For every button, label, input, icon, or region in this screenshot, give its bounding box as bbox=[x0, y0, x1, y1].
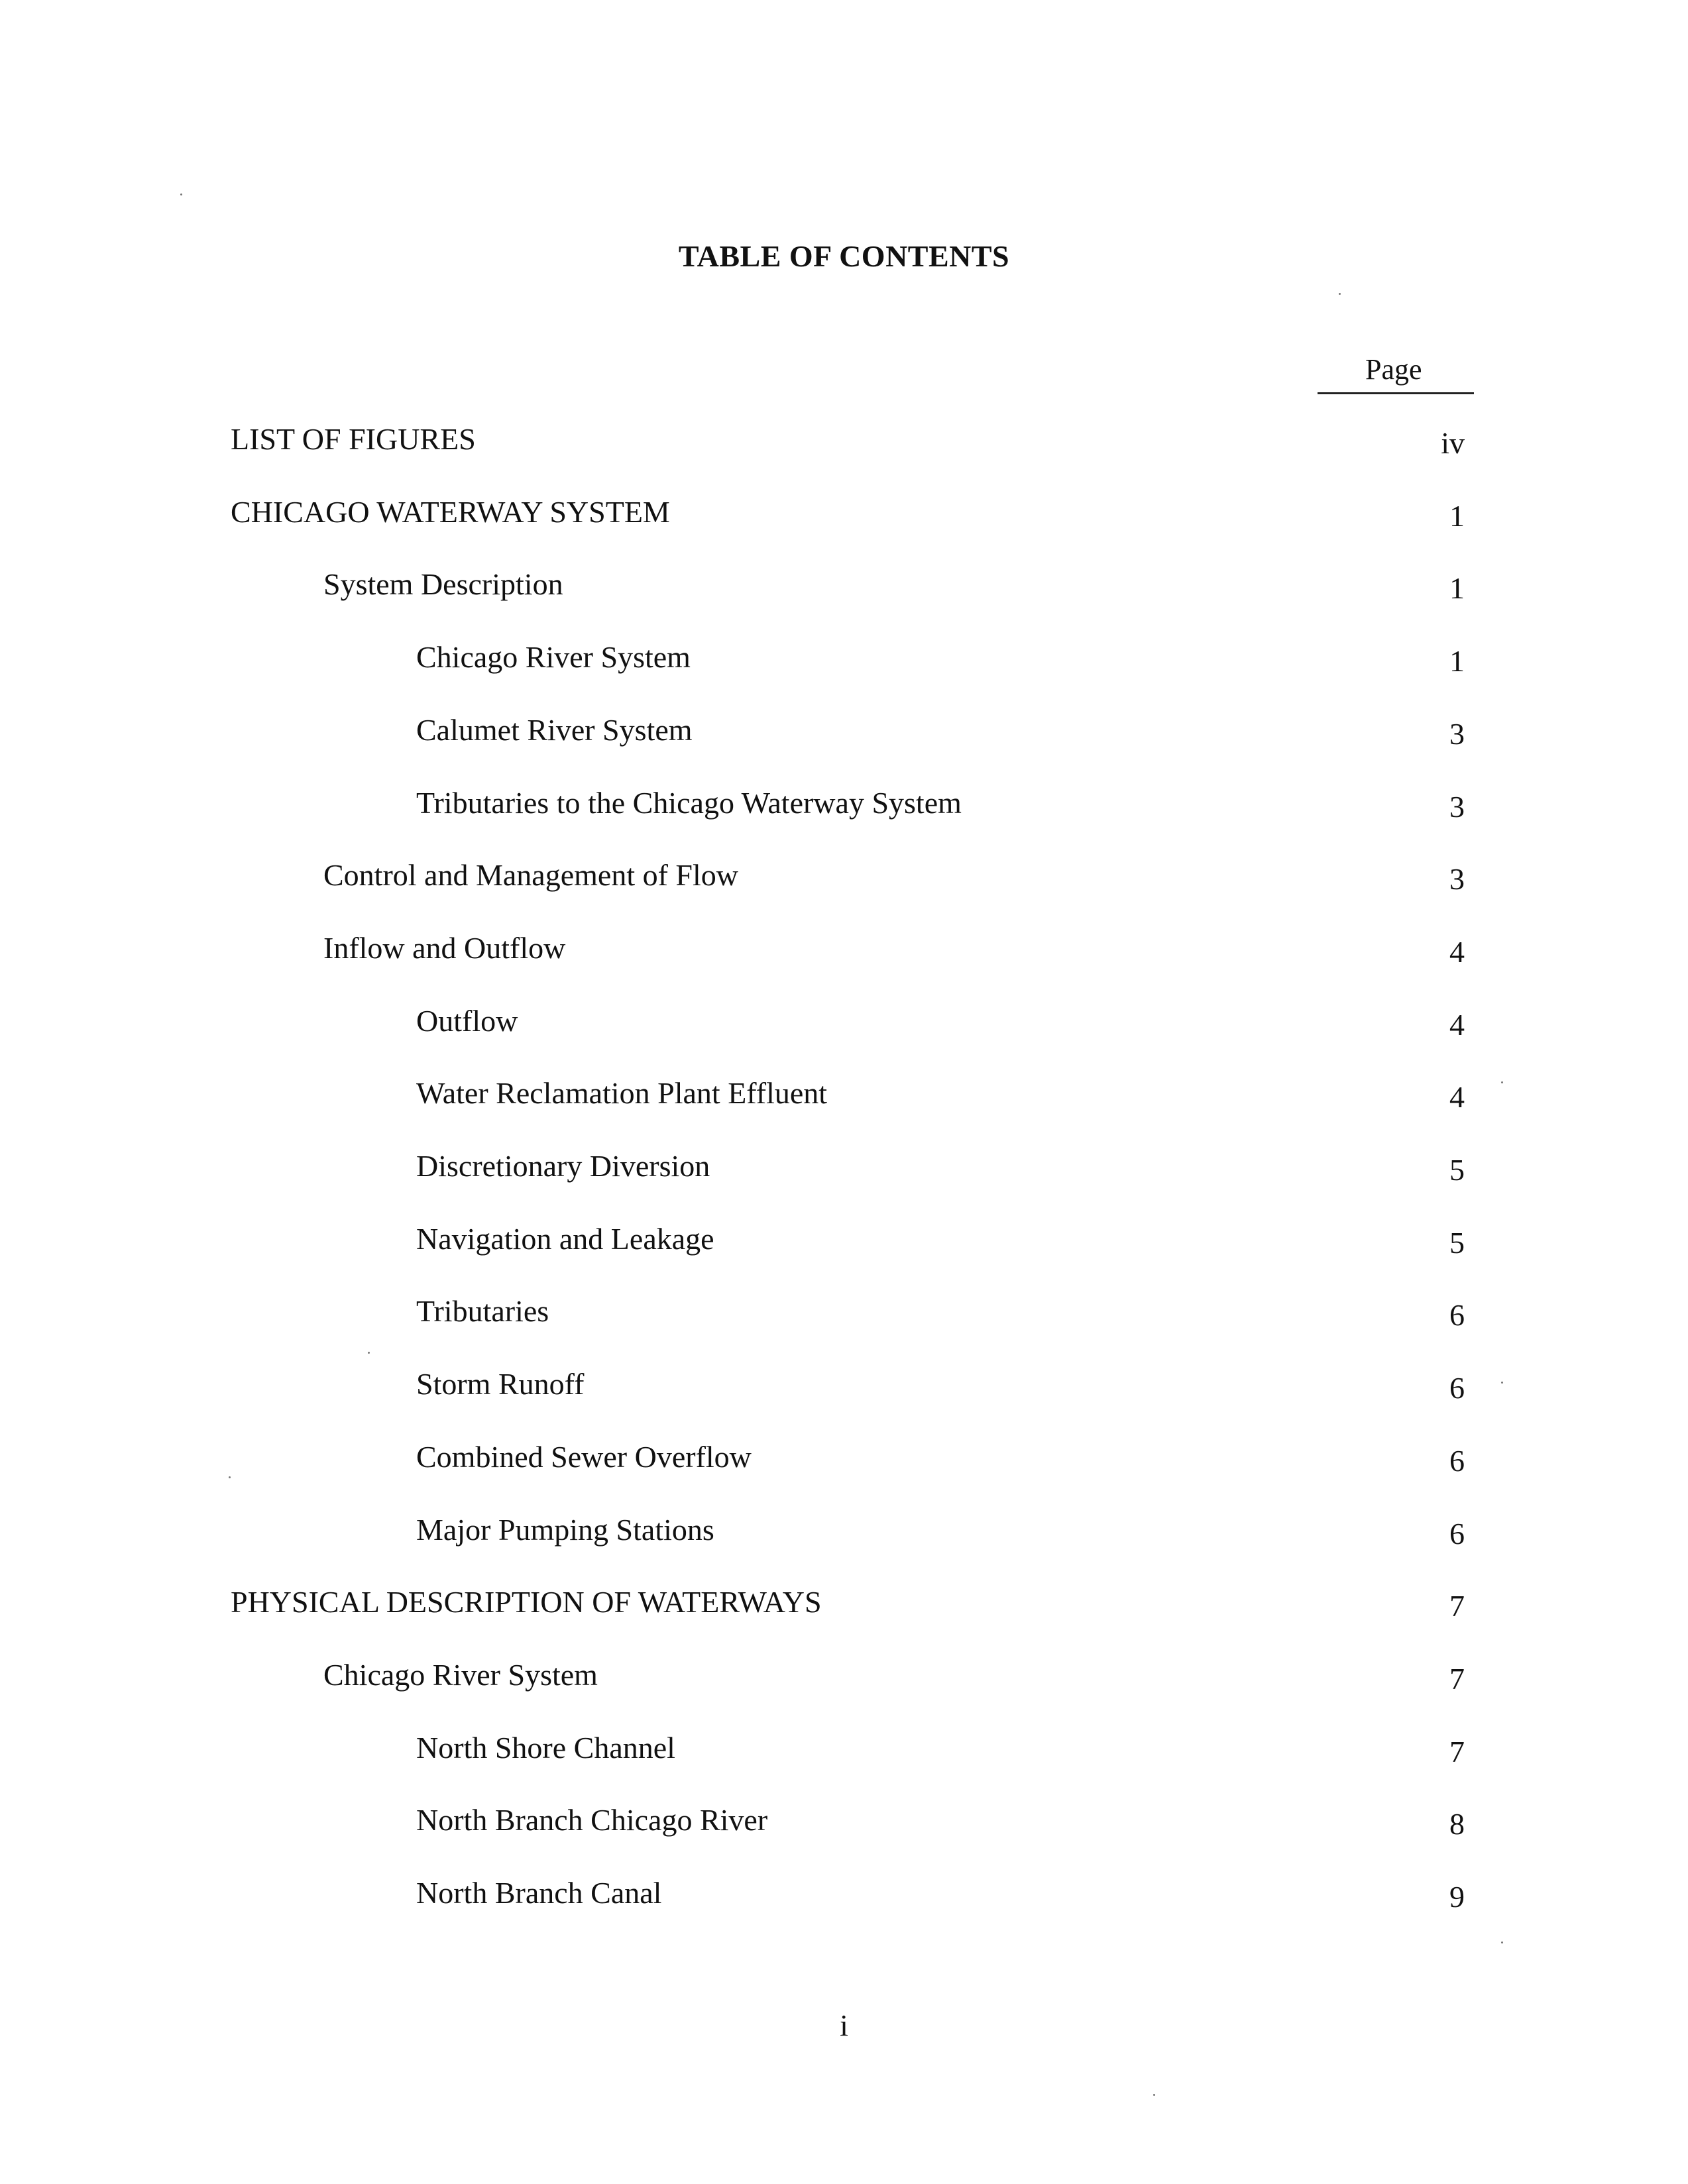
scan-speck bbox=[1501, 1941, 1503, 1943]
toc-entry bbox=[0, 1003, 1688, 1043]
toc-entry-page-number: 1 bbox=[1449, 499, 1465, 533]
toc-entry bbox=[0, 1875, 1688, 1915]
toc-entry bbox=[0, 494, 1688, 534]
page-title: TABLE OF CONTENTS bbox=[678, 239, 1010, 273]
toc-entry-title: Outflow bbox=[416, 1004, 518, 1038]
toc-entry-page-number: 4 bbox=[1449, 1080, 1465, 1114]
toc-entry-title: Chicago River System bbox=[416, 640, 691, 674]
toc-entry-page-number: iv bbox=[1441, 426, 1465, 460]
toc-entry bbox=[0, 1512, 1688, 1552]
toc-entry-title: PHYSICAL DESCRIPTION OF WATERWAYS bbox=[231, 1585, 822, 1619]
toc-entry-page-number: 6 bbox=[1449, 1371, 1465, 1405]
toc-entry-page-number: 9 bbox=[1449, 1880, 1465, 1914]
toc-entry bbox=[0, 857, 1688, 897]
toc-entry bbox=[0, 1657, 1688, 1697]
scan-speck bbox=[1153, 2094, 1155, 2096]
toc-entry bbox=[0, 567, 1688, 606]
toc-entry-title: North Shore Channel bbox=[416, 1731, 675, 1765]
toc-entry-title: Discretionary Diversion bbox=[416, 1149, 710, 1183]
toc-entry-title: Water Reclamation Plant Effluent bbox=[416, 1076, 828, 1110]
footer-page-number: i bbox=[840, 2008, 848, 2042]
toc-entry bbox=[0, 712, 1688, 752]
toc-entry-page-number: 3 bbox=[1449, 790, 1465, 824]
toc-entry-title: Major Pumping Stations bbox=[416, 1513, 714, 1547]
toc-entry bbox=[0, 1730, 1688, 1770]
toc-entry-title: Tributaries bbox=[416, 1294, 549, 1328]
toc-entry bbox=[0, 1439, 1688, 1479]
toc-entry-page-number: 7 bbox=[1449, 1735, 1465, 1769]
page-column-label: Page bbox=[1365, 353, 1422, 386]
toc-entry-page-number: 4 bbox=[1449, 1008, 1465, 1042]
toc-entry-title: Tributaries to the Chicago Waterway System bbox=[416, 786, 962, 820]
toc-entry bbox=[0, 1802, 1688, 1842]
toc-entry bbox=[0, 639, 1688, 679]
toc-entry-page-number: 7 bbox=[1449, 1589, 1465, 1623]
toc-entry-title: North Branch Canal bbox=[416, 1876, 662, 1910]
toc-entry-title: Calumet River System bbox=[416, 713, 693, 747]
toc-entry-page-number: 1 bbox=[1449, 644, 1465, 678]
toc-entry-title: North Branch Chicago River bbox=[416, 1803, 768, 1837]
toc-entry bbox=[0, 421, 1688, 461]
toc-entry-page-number: 6 bbox=[1449, 1444, 1465, 1478]
toc-entry-title: System Description bbox=[323, 567, 563, 601]
toc-entry bbox=[0, 785, 1688, 825]
toc-entry bbox=[0, 1584, 1688, 1624]
toc-entry-page-number: 5 bbox=[1449, 1226, 1465, 1260]
toc-entry-title: Chicago River System bbox=[323, 1658, 598, 1692]
toc-entry-title: Storm Runoff bbox=[416, 1367, 585, 1401]
toc-entry bbox=[0, 1221, 1688, 1261]
toc-entry-title: Combined Sewer Overflow bbox=[416, 1440, 752, 1474]
toc-entry bbox=[0, 1148, 1688, 1188]
toc-entry-page-number: 7 bbox=[1449, 1662, 1465, 1696]
toc-entry bbox=[0, 1366, 1688, 1406]
scan-speck bbox=[368, 1352, 370, 1354]
toc-entry bbox=[0, 930, 1688, 970]
scan-speck bbox=[1501, 1081, 1503, 1083]
toc-entry-page-number: 6 bbox=[1449, 1517, 1465, 1551]
toc-entry-title: Control and Management of Flow bbox=[323, 858, 739, 892]
toc-entry-page-number: 3 bbox=[1449, 717, 1465, 751]
toc-entry bbox=[0, 1075, 1688, 1115]
toc-entry-page-number: 4 bbox=[1449, 935, 1465, 969]
toc-entry-page-number: 1 bbox=[1449, 571, 1465, 605]
toc-entry-page-number: 6 bbox=[1449, 1298, 1465, 1332]
toc-entry-page-number: 3 bbox=[1449, 862, 1465, 896]
toc-entry-title: LIST OF FIGURES bbox=[231, 422, 476, 456]
toc-entry bbox=[0, 1293, 1688, 1333]
toc-entry-page-number: 5 bbox=[1449, 1153, 1465, 1187]
scan-speck bbox=[1339, 293, 1341, 295]
scan-speck bbox=[1501, 1382, 1503, 1384]
toc-entry-title: Navigation and Leakage bbox=[416, 1222, 714, 1256]
toc-entry-page-number: 8 bbox=[1449, 1807, 1465, 1841]
scan-speck bbox=[180, 193, 182, 195]
scan-speck bbox=[229, 1476, 231, 1478]
toc-entry-title: Inflow and Outflow bbox=[323, 931, 566, 965]
toc-entry-title: CHICAGO WATERWAY SYSTEM bbox=[231, 495, 670, 529]
